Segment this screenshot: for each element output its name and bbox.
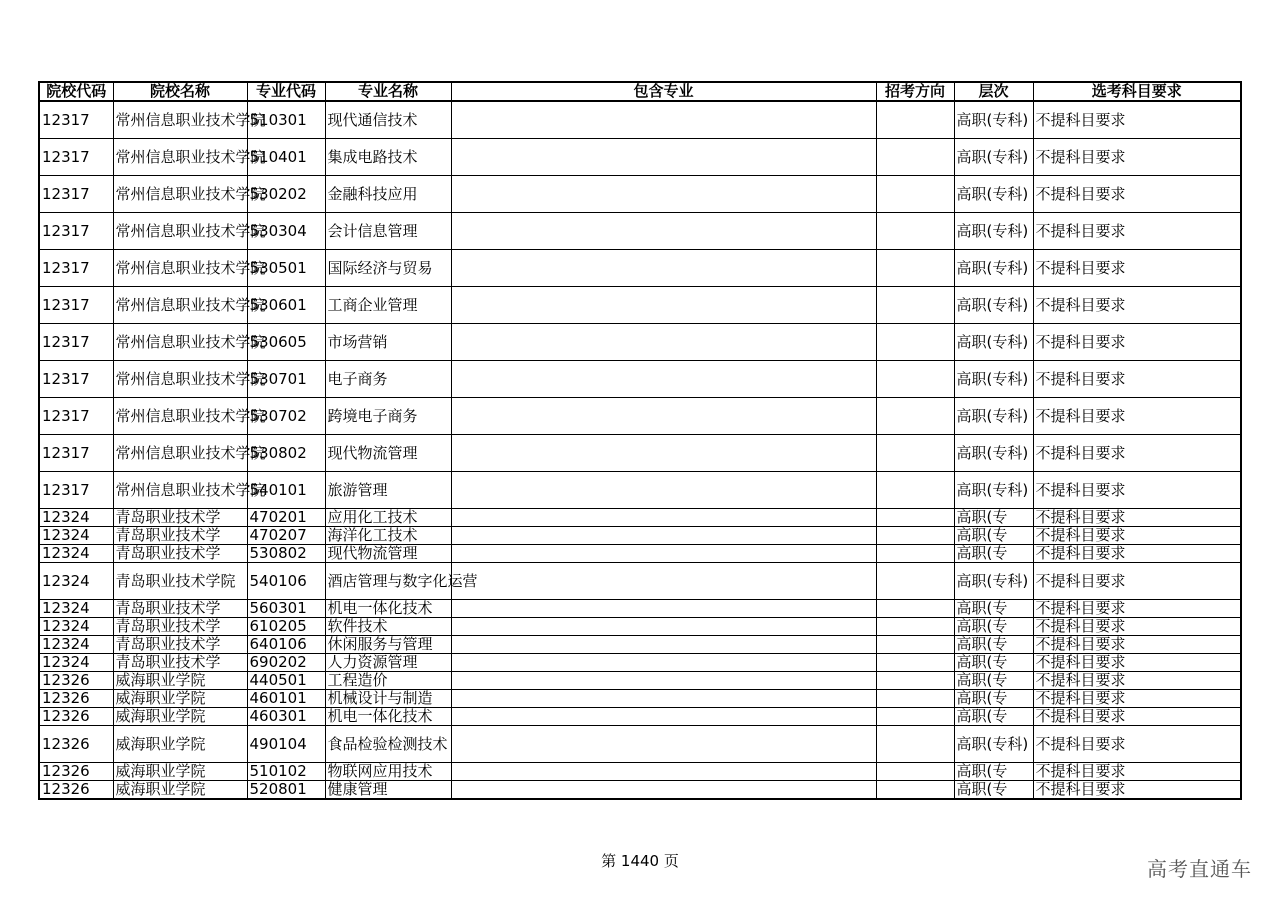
cell-level: 高职(专科)	[954, 398, 1033, 435]
cell-direction	[876, 781, 954, 800]
cell-direction	[876, 250, 954, 287]
table-row	[39, 398, 1241, 435]
cell-major-name: 机电一体化技术	[325, 708, 451, 726]
cell-level: 高职(专	[954, 545, 1033, 563]
cell-level: 高职(专科)	[954, 472, 1033, 509]
cell-subject-requirement: 不提科目要求	[1033, 636, 1241, 654]
cell-major-code: 530701	[247, 361, 325, 398]
cell-direction	[876, 545, 954, 563]
cell-included-majors	[451, 361, 876, 398]
header-major-code: 专业代码	[247, 82, 325, 101]
cell-level: 高职(专科)	[954, 287, 1033, 324]
cell-major-name: 人力资源管理	[325, 654, 451, 672]
cell-major-code: 560301	[247, 600, 325, 618]
cell-school-name: 常州信息职业技术学院	[113, 324, 247, 361]
cell-major-name: 国际经济与贸易	[325, 250, 451, 287]
table-row	[39, 636, 1241, 654]
cell-subject-requirement: 不提科目要求	[1033, 708, 1241, 726]
cell-school-name: 常州信息职业技术学院	[113, 250, 247, 287]
cell-subject-requirement: 不提科目要求	[1033, 690, 1241, 708]
cell-school-name: 常州信息职业技术学院	[113, 287, 247, 324]
table-row	[39, 781, 1241, 800]
cell-school-name: 常州信息职业技术学院	[113, 472, 247, 509]
cell-included-majors	[451, 618, 876, 636]
header-level: 层次	[954, 82, 1033, 101]
cell-included-majors	[451, 600, 876, 618]
cell-direction	[876, 176, 954, 213]
cell-subject-requirement: 不提科目要求	[1033, 139, 1241, 176]
cell-included-majors	[451, 176, 876, 213]
cell-school-name: 常州信息职业技术学院	[113, 361, 247, 398]
table-row	[39, 527, 1241, 545]
header-school-name: 院校名称	[113, 82, 247, 101]
table-row	[39, 726, 1241, 763]
cell-included-majors	[451, 509, 876, 527]
cell-subject-requirement: 不提科目要求	[1033, 176, 1241, 213]
table-row	[39, 361, 1241, 398]
cell-school-name: 威海职业学院	[113, 726, 247, 763]
table-row	[39, 324, 1241, 361]
table-row	[39, 763, 1241, 781]
cell-major-name: 海洋化工技术	[325, 527, 451, 545]
cell-direction	[876, 600, 954, 618]
cell-subject-requirement: 不提科目要求	[1033, 618, 1241, 636]
cell-direction	[876, 654, 954, 672]
cell-school-code: 12317	[39, 101, 113, 139]
cell-level: 高职(专科)	[954, 176, 1033, 213]
cell-level: 高职(专	[954, 654, 1033, 672]
cell-direction	[876, 398, 954, 435]
cell-major-name: 机械设计与制造	[325, 690, 451, 708]
cell-subject-requirement: 不提科目要求	[1033, 763, 1241, 781]
cell-included-majors	[451, 139, 876, 176]
header-school-code: 院校代码	[39, 82, 113, 101]
cell-major-code: 490104	[247, 726, 325, 763]
cell-school-code: 12317	[39, 472, 113, 509]
cell-school-code: 12326	[39, 726, 113, 763]
cell-included-majors	[451, 672, 876, 690]
cell-major-code: 520801	[247, 781, 325, 800]
cell-school-code: 12317	[39, 361, 113, 398]
page-number: 第 1440 页	[601, 852, 679, 870]
cell-included-majors	[451, 708, 876, 726]
cell-major-code: 460101	[247, 690, 325, 708]
table-row	[39, 563, 1241, 600]
cell-subject-requirement: 不提科目要求	[1033, 472, 1241, 509]
cell-subject-requirement: 不提科目要求	[1033, 726, 1241, 763]
cell-major-code: 530304	[247, 213, 325, 250]
cell-major-name: 现代物流管理	[325, 435, 451, 472]
cell-school-code: 12326	[39, 763, 113, 781]
table-row	[39, 618, 1241, 636]
cell-major-name: 电子商务	[325, 361, 451, 398]
cell-major-name: 物联网应用技术	[325, 763, 451, 781]
cell-included-majors	[451, 726, 876, 763]
cell-level: 高职(专	[954, 527, 1033, 545]
cell-major-name: 健康管理	[325, 781, 451, 800]
cell-subject-requirement: 不提科目要求	[1033, 527, 1241, 545]
table-row	[39, 139, 1241, 176]
cell-subject-requirement: 不提科目要求	[1033, 287, 1241, 324]
table-row	[39, 600, 1241, 618]
cell-major-code: 510102	[247, 763, 325, 781]
cell-major-name: 市场营销	[325, 324, 451, 361]
cell-direction	[876, 672, 954, 690]
cell-level: 高职(专科)	[954, 139, 1033, 176]
cell-direction	[876, 324, 954, 361]
cell-school-code: 12324	[39, 654, 113, 672]
cell-major-name: 机电一体化技术	[325, 600, 451, 618]
cell-school-code: 12317	[39, 213, 113, 250]
cell-school-code: 12324	[39, 545, 113, 563]
cell-direction	[876, 472, 954, 509]
cell-level: 高职(专科)	[954, 435, 1033, 472]
cell-major-name: 酒店管理与数字化运营	[325, 563, 451, 600]
cell-included-majors	[451, 287, 876, 324]
cell-direction	[876, 509, 954, 527]
cell-school-name: 常州信息职业技术学院	[113, 435, 247, 472]
cell-subject-requirement: 不提科目要求	[1033, 250, 1241, 287]
cell-major-name: 现代物流管理	[325, 545, 451, 563]
cell-school-name: 常州信息职业技术学院	[113, 176, 247, 213]
cell-major-name: 跨境电子商务	[325, 398, 451, 435]
cell-school-code: 12317	[39, 176, 113, 213]
cell-school-code: 12324	[39, 509, 113, 527]
cell-major-code: 510301	[247, 101, 325, 139]
cell-level: 高职(专科)	[954, 250, 1033, 287]
table-row	[39, 435, 1241, 472]
cell-level: 高职(专科)	[954, 563, 1033, 600]
cell-level: 高职(专	[954, 672, 1033, 690]
cell-school-code: 12317	[39, 398, 113, 435]
cell-school-name: 青岛职业技术学	[113, 618, 247, 636]
table-row	[39, 672, 1241, 690]
cell-school-code: 12317	[39, 287, 113, 324]
table-body	[39, 101, 1241, 799]
cell-direction	[876, 708, 954, 726]
cell-school-code: 12317	[39, 250, 113, 287]
header-included-majors: 包含专业	[451, 82, 876, 101]
cell-school-code: 12324	[39, 563, 113, 600]
cell-school-code: 12326	[39, 708, 113, 726]
cell-major-code: 530802	[247, 545, 325, 563]
cell-major-code: 530501	[247, 250, 325, 287]
table-row	[39, 101, 1241, 139]
cell-subject-requirement: 不提科目要求	[1033, 324, 1241, 361]
cell-major-name: 工程造价	[325, 672, 451, 690]
cell-school-name: 常州信息职业技术学院	[113, 101, 247, 139]
cell-school-code: 12326	[39, 781, 113, 800]
header-direction: 招考方向	[876, 82, 954, 101]
cell-major-code: 530802	[247, 435, 325, 472]
table-row	[39, 509, 1241, 527]
cell-major-name: 休闲服务与管理	[325, 636, 451, 654]
cell-major-code: 510401	[247, 139, 325, 176]
table-row	[39, 213, 1241, 250]
cell-included-majors	[451, 654, 876, 672]
table-row	[39, 287, 1241, 324]
cell-direction	[876, 636, 954, 654]
cell-subject-requirement: 不提科目要求	[1033, 361, 1241, 398]
cell-school-name: 威海职业学院	[113, 690, 247, 708]
cell-level: 高职(专	[954, 763, 1033, 781]
cell-school-name: 青岛职业技术学	[113, 654, 247, 672]
cell-major-name: 金融科技应用	[325, 176, 451, 213]
cell-subject-requirement: 不提科目要求	[1033, 398, 1241, 435]
cell-included-majors	[451, 398, 876, 435]
cell-school-name: 常州信息职业技术学院	[113, 398, 247, 435]
cell-direction	[876, 213, 954, 250]
cell-included-majors	[451, 435, 876, 472]
cell-direction	[876, 563, 954, 600]
cell-included-majors	[451, 781, 876, 800]
table-row	[39, 472, 1241, 509]
cell-included-majors	[451, 527, 876, 545]
cell-school-code: 12326	[39, 672, 113, 690]
cell-subject-requirement: 不提科目要求	[1033, 435, 1241, 472]
cell-level: 高职(专	[954, 781, 1033, 800]
cell-included-majors	[451, 690, 876, 708]
cell-included-majors	[451, 636, 876, 654]
cell-major-code: 640106	[247, 636, 325, 654]
cell-major-code: 530605	[247, 324, 325, 361]
cell-major-code: 530702	[247, 398, 325, 435]
cell-included-majors	[451, 324, 876, 361]
cell-subject-requirement: 不提科目要求	[1033, 781, 1241, 800]
cell-direction	[876, 101, 954, 139]
cell-major-name: 会计信息管理	[325, 213, 451, 250]
cell-direction	[876, 287, 954, 324]
cell-school-name: 青岛职业技术学	[113, 636, 247, 654]
cell-included-majors	[451, 250, 876, 287]
cell-level: 高职(专科)	[954, 324, 1033, 361]
cell-major-name: 工商企业管理	[325, 287, 451, 324]
cell-subject-requirement: 不提科目要求	[1033, 600, 1241, 618]
table-row	[39, 654, 1241, 672]
cell-direction	[876, 618, 954, 636]
cell-major-name: 集成电路技术	[325, 139, 451, 176]
cell-major-code: 540106	[247, 563, 325, 600]
cell-included-majors	[451, 213, 876, 250]
cell-level: 高职(专	[954, 600, 1033, 618]
cell-level: 高职(专	[954, 708, 1033, 726]
cell-level: 高职(专科)	[954, 213, 1033, 250]
cell-school-name: 威海职业学院	[113, 781, 247, 800]
cell-subject-requirement: 不提科目要求	[1033, 213, 1241, 250]
table-row	[39, 708, 1241, 726]
cell-included-majors	[451, 101, 876, 139]
cell-included-majors	[451, 763, 876, 781]
cell-subject-requirement: 不提科目要求	[1033, 101, 1241, 139]
cell-school-code: 12324	[39, 618, 113, 636]
cell-level: 高职(专	[954, 690, 1033, 708]
cell-school-name: 常州信息职业技术学院	[113, 213, 247, 250]
header-subject-requirement: 选考科目要求	[1033, 82, 1241, 101]
cell-school-name: 青岛职业技术学	[113, 545, 247, 563]
header-major-name: 专业名称	[325, 82, 451, 101]
cell-school-name: 常州信息职业技术学院	[113, 139, 247, 176]
admission-table	[38, 81, 1242, 800]
cell-included-majors	[451, 472, 876, 509]
cell-direction	[876, 690, 954, 708]
cell-school-code: 12324	[39, 636, 113, 654]
cell-subject-requirement: 不提科目要求	[1033, 563, 1241, 600]
cell-major-code: 440501	[247, 672, 325, 690]
cell-subject-requirement: 不提科目要求	[1033, 654, 1241, 672]
watermark-logo: 高考直通车	[1147, 857, 1252, 881]
cell-major-code: 690202	[247, 654, 325, 672]
cell-included-majors	[451, 545, 876, 563]
cell-school-code: 12317	[39, 139, 113, 176]
cell-direction	[876, 527, 954, 545]
cell-school-code: 12317	[39, 435, 113, 472]
cell-major-code: 610205	[247, 618, 325, 636]
cell-major-code: 470201	[247, 509, 325, 527]
cell-direction	[876, 139, 954, 176]
cell-school-name: 威海职业学院	[113, 763, 247, 781]
table-row	[39, 545, 1241, 563]
cell-level: 高职(专科)	[954, 361, 1033, 398]
cell-major-code: 460301	[247, 708, 325, 726]
cell-subject-requirement: 不提科目要求	[1033, 672, 1241, 690]
cell-level: 高职(专	[954, 509, 1033, 527]
cell-major-name: 应用化工技术	[325, 509, 451, 527]
cell-direction	[876, 726, 954, 763]
cell-school-code: 12317	[39, 324, 113, 361]
cell-school-code: 12324	[39, 600, 113, 618]
cell-major-name: 食品检验检测技术	[325, 726, 451, 763]
cell-level: 高职(专科)	[954, 101, 1033, 139]
cell-school-name: 威海职业学院	[113, 672, 247, 690]
table-header-row	[39, 82, 1241, 101]
cell-major-name: 旅游管理	[325, 472, 451, 509]
cell-level: 高职(专	[954, 618, 1033, 636]
cell-school-name: 青岛职业技术学院	[113, 563, 247, 600]
table-row	[39, 250, 1241, 287]
cell-school-name: 威海职业学院	[113, 708, 247, 726]
cell-major-name: 现代通信技术	[325, 101, 451, 139]
cell-direction	[876, 361, 954, 398]
cell-direction	[876, 763, 954, 781]
cell-level: 高职(专	[954, 636, 1033, 654]
cell-subject-requirement: 不提科目要求	[1033, 545, 1241, 563]
table-row	[39, 176, 1241, 213]
cell-subject-requirement: 不提科目要求	[1033, 509, 1241, 527]
cell-major-name: 软件技术	[325, 618, 451, 636]
cell-level: 高职(专科)	[954, 726, 1033, 763]
cell-included-majors	[451, 563, 876, 600]
cell-direction	[876, 435, 954, 472]
cell-school-name: 青岛职业技术学	[113, 527, 247, 545]
cell-school-name: 青岛职业技术学	[113, 509, 247, 527]
cell-school-code: 12326	[39, 690, 113, 708]
cell-major-code: 530601	[247, 287, 325, 324]
table-row	[39, 690, 1241, 708]
cell-school-code: 12324	[39, 527, 113, 545]
cell-major-code: 540101	[247, 472, 325, 509]
cell-school-name: 青岛职业技术学	[113, 600, 247, 618]
cell-major-code: 530202	[247, 176, 325, 213]
cell-major-code: 470207	[247, 527, 325, 545]
